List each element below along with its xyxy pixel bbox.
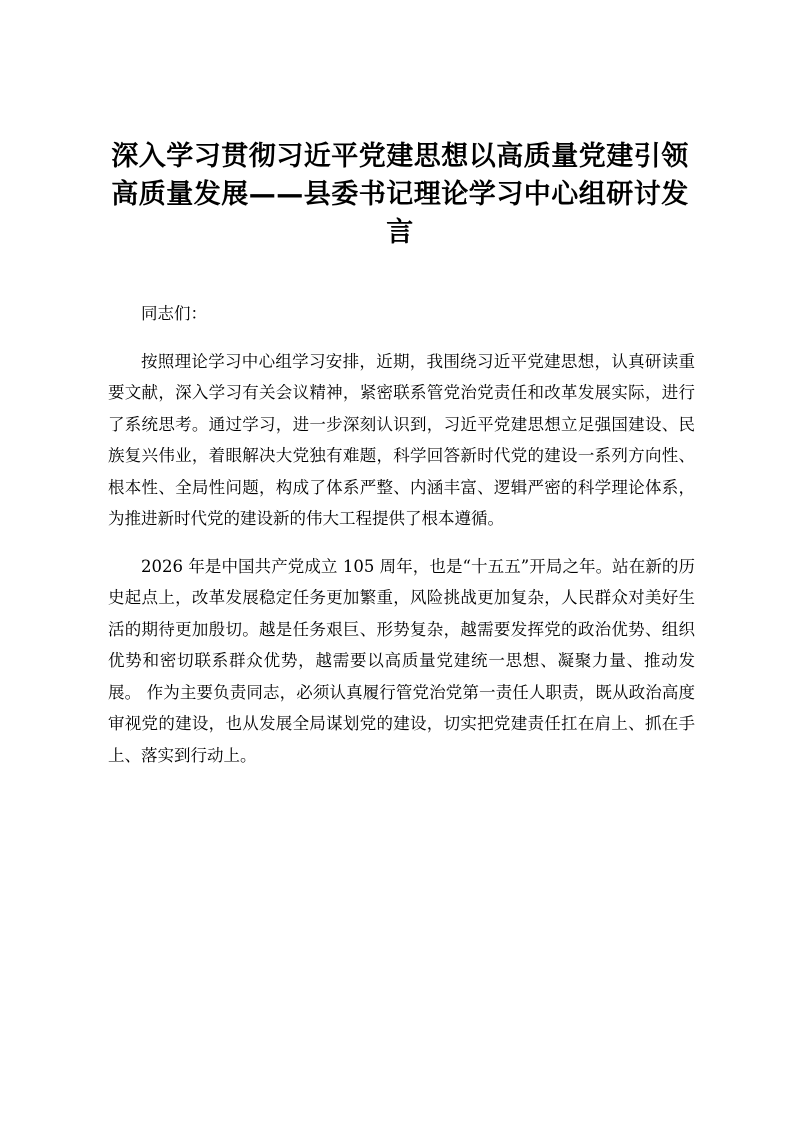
paragraph-2: 2026 年是中国共产党成立 105 周年，也是“十五五”开局之年。站在新的历史起点上，改革发展稳定任务更加繁重，风险挑战更加复杂，人民群众对美好生活的期待更加殷切。越是任务艰巨、形势复杂，越需要发挥党的政治优势、组织优势和密切联系群众优势，越需要以高质量党建统一思想、凝聚力量、推动发展。 作为主要负责同志，必须认真履行管党治党第一责任人职责，既从政治高度审视党的建设，也从发展全局谋划党的建设，切实把党建责任扛在肩上、抓在手上、落实到行动上。	[108, 556, 695, 765]
paragraph-1: 按照理论学习中心组学习安排，近期，我围绕习近平党建思想，认真研读重要文献，深入学习有关会议精神，紧密联系管党治党责任和改革发展实际，进行了系统思考。通过学习，进一步深刻认识到，习近平党建思想立足强国建设、民族复兴伟业，着眼解决大党独有难题，科学回答新时代党的建设一系列方向性、根本性、全局性问题，构成了体系严整、内涵丰富、逻辑严密的科学理论体系，为推进新时代党的建设新的伟大工程提供了根本遵循。	[108, 351, 695, 528]
document-body	[108, 298, 695, 787]
document-title: 深入学习贯彻习近平党建思想以高质量党建引领高质量发展——县委书记理论学习中心组研讨发言	[111, 141, 689, 248]
salutation: 同志们：	[141, 304, 207, 323]
